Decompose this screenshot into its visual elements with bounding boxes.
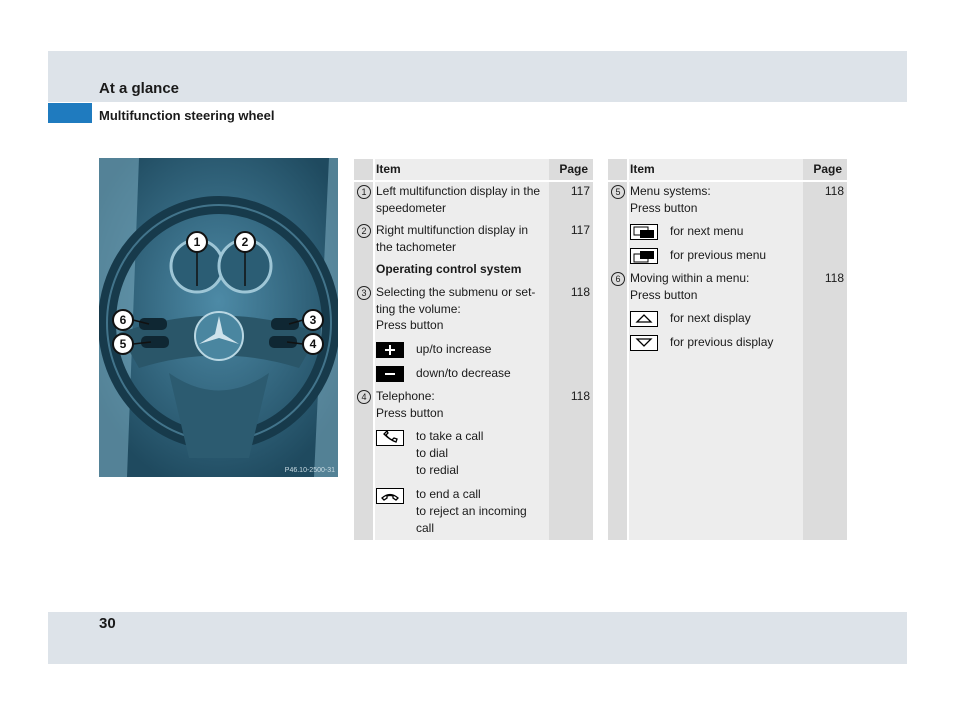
page-ref: 118 <box>824 271 844 285</box>
sub-row <box>630 310 800 327</box>
steering-wheel-illustration <box>99 158 338 477</box>
column-header-page: Page <box>813 162 842 176</box>
item-text: Moving within a menu: <box>630 271 750 285</box>
page-ref: 118 <box>570 285 590 299</box>
number-column <box>354 159 373 540</box>
item-subtext: Press button <box>630 288 698 302</box>
sub-text: for next display <box>670 311 751 325</box>
callout-4: 4 <box>309 337 317 351</box>
header-divider <box>354 180 593 182</box>
photo-reference-code: P46.10-2500-31 <box>284 467 335 474</box>
sub-text: to redial <box>416 463 459 477</box>
table-header-row <box>608 159 847 180</box>
next-menu-icon <box>630 224 658 240</box>
item-text: Left multifunction display in the speedometer <box>376 184 541 215</box>
sub-row <box>376 486 546 538</box>
sub-text: to end a call <box>416 487 481 501</box>
header-divider <box>608 180 847 182</box>
callout-3: 3 <box>309 313 317 327</box>
item-number: 1 <box>357 185 371 199</box>
sub-text: to dial <box>416 446 449 460</box>
item-number: 4 <box>357 390 371 404</box>
section-accent-tab <box>48 103 92 123</box>
sub-text: up/to increase <box>416 342 492 356</box>
item-text: Telephone: <box>376 389 435 403</box>
previous-menu-icon <box>630 248 658 264</box>
page-ref: 118 <box>824 184 844 198</box>
sub-text: for previous menu <box>670 248 767 262</box>
column-header-page: Page <box>559 162 588 176</box>
item-number: 3 <box>357 286 371 300</box>
callout-1: 1 <box>193 235 201 249</box>
page-ref: 117 <box>570 223 590 237</box>
item-subtext: Press button <box>376 318 444 332</box>
table-left <box>354 159 593 540</box>
item-text: Right multifunction display in the tachometer <box>376 223 529 254</box>
sub-text: to take a call <box>416 429 484 443</box>
callout-2: 2 <box>241 235 249 249</box>
section-heading: Operating control system <box>376 262 522 276</box>
sub-text: for next menu <box>670 224 744 238</box>
item-number: 5 <box>611 185 625 199</box>
sub-text: call <box>416 521 435 535</box>
callout-6: 6 <box>119 313 127 327</box>
table-right <box>608 159 847 540</box>
sub-text: down/to decrease <box>416 366 511 380</box>
column-header-item: Item <box>630 162 655 176</box>
sub-text: for previous display <box>670 335 774 349</box>
page-ref: 117 <box>570 184 590 198</box>
table-header-row <box>354 159 593 180</box>
item-subtext: Press button <box>376 406 444 420</box>
item-number: 6 <box>611 272 625 286</box>
sub-row <box>630 223 800 240</box>
sub-row <box>376 341 546 358</box>
page-column <box>549 159 593 540</box>
callout-5: 5 <box>119 337 127 351</box>
item-number: 2 <box>357 224 371 238</box>
arrow-up-icon <box>630 311 658 327</box>
sub-row <box>376 428 546 480</box>
sub-row <box>630 334 800 351</box>
item-text: Selecting the submenu or set-ting the volume: <box>376 285 536 316</box>
sub-row <box>376 365 546 382</box>
plus-button-icon <box>376 342 404 358</box>
sub-text: to reject an incoming <box>416 504 527 518</box>
footer-band <box>48 612 907 664</box>
page-column <box>803 159 847 540</box>
phone-hangup-icon <box>376 488 404 504</box>
item-subtext: Press button <box>630 201 698 215</box>
page-ref: 118 <box>570 389 590 403</box>
sub-row <box>630 247 800 264</box>
phone-pickup-icon <box>376 430 404 446</box>
steering-wheel-photo <box>99 158 338 477</box>
minus-button-icon <box>376 366 404 382</box>
column-header-item: Item <box>376 162 401 176</box>
section-title: At a glance <box>99 80 180 97</box>
item-text: Menu systems: <box>630 184 711 198</box>
page-number: 30 <box>99 615 116 632</box>
page-subtitle: Multifunction steering wheel <box>99 108 275 123</box>
arrow-down-icon <box>630 335 658 351</box>
number-column <box>608 159 627 540</box>
